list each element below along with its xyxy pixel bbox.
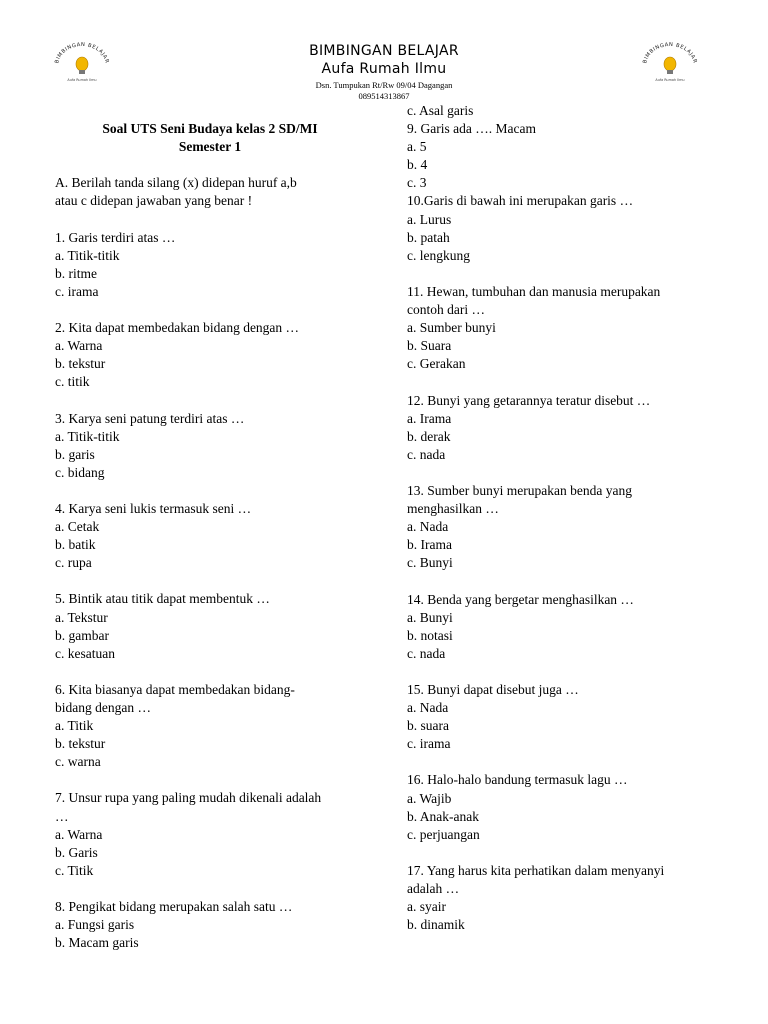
- answer-option[interactable]: b. garis: [55, 446, 95, 462]
- answer-option[interactable]: b. patah: [407, 229, 450, 245]
- question-text: 16. Halo-halo bandung termasuk lagu …: [407, 772, 628, 788]
- question-block: [407, 771, 717, 861]
- question-text: 3. Karya seni patung terdiri atas …: [55, 410, 245, 426]
- question-text: 15. Bunyi dapat disebut juga …: [407, 682, 579, 697]
- answer-option[interactable]: b. Macam garis: [55, 935, 139, 951]
- header-address: Dsn. Tumpukan Rt/Rw 09/04 Dagangan: [315, 80, 453, 90]
- question-block: [407, 862, 717, 934]
- question-text: contoh dari …: [407, 302, 485, 318]
- question-text: 8. Pengikat bidang merupakan salah satu …: [55, 899, 293, 915]
- question-text: 12. Bunyi yang getarannya teratur disebut …: [407, 392, 651, 408]
- question-text: 11. Hewan, tumbuhan dan manusia merupakan: [407, 283, 661, 299]
- question-text: 1. Garis terdiri atas …: [55, 229, 176, 245]
- logo-right-text: BIMBINGAN BELAJAR: [642, 41, 698, 65]
- answer-option[interactable]: a. Tekstur: [55, 609, 108, 625]
- right-column: [407, 102, 717, 934]
- answer-option[interactable]: a. Bunyi: [407, 609, 453, 625]
- answer-option[interactable]: b. tekstur: [55, 356, 106, 372]
- answer-option[interactable]: c. irama: [407, 736, 451, 752]
- answer-option[interactable]: a. Fungsi garis: [55, 917, 135, 933]
- answer-option[interactable]: c. Gerakan: [407, 356, 466, 372]
- answer-option[interactable]: a. Titik: [55, 718, 94, 734]
- answer-option[interactable]: a. 5: [407, 139, 427, 155]
- question-text: 13. Sumber bunyi merupakan benda yang: [407, 482, 632, 498]
- question-text: adalah …: [407, 881, 460, 897]
- header-title: BIMBINGAN BELAJAR: [309, 43, 459, 59]
- question-block: [55, 789, 365, 898]
- question-block: [407, 120, 717, 192]
- answer-option[interactable]: c. titik: [55, 374, 90, 390]
- question-text: 14. Benda yang bergetar menghasilkan …: [407, 591, 634, 607]
- question-block: [55, 590, 365, 680]
- question-block: [407, 283, 717, 392]
- answer-option[interactable]: c. nada: [407, 446, 446, 462]
- question-block: [55, 229, 365, 319]
- question-block: [407, 392, 717, 482]
- answer-option[interactable]: c. bidang: [55, 464, 105, 480]
- answer-option[interactable]: a. Nada: [407, 700, 449, 716]
- answer-option[interactable]: a. Warna: [55, 338, 103, 354]
- answer-option[interactable]: c. rupa: [55, 555, 92, 571]
- answer-option[interactable]: b. gambar: [55, 627, 109, 643]
- answer-option[interactable]: b. ritme: [55, 265, 97, 281]
- answer-option[interactable]: b. suara: [407, 718, 449, 734]
- answer-option[interactable]: c. perjuangan: [407, 826, 480, 842]
- question-text: 10.Garis di bawah ini merupakan garis …: [407, 193, 634, 209]
- question-block: [55, 319, 365, 409]
- answer-option[interactable]: c. 3: [407, 175, 427, 191]
- document-title: Soal UTS Seni Budaya kelas 2 SD/MI: [102, 121, 318, 136]
- left-column: [55, 120, 365, 952]
- answer-option[interactable]: c. nada: [407, 645, 446, 661]
- question-block: [407, 102, 717, 120]
- answer-option[interactable]: b. derak: [407, 428, 451, 444]
- question-text: …: [55, 808, 69, 824]
- answer-option[interactable]: b. 4: [407, 157, 428, 173]
- answer-option[interactable]: c. lengkung: [407, 247, 470, 263]
- question-text: 2. Kita dapat membedakan bidang dengan …: [55, 320, 300, 336]
- answer-option[interactable]: c. Asal garis: [407, 103, 474, 118]
- logo-left-subtext: Aufa Rumah Ilmu: [67, 78, 97, 82]
- question-block: [55, 410, 365, 500]
- answer-option[interactable]: a. syair: [407, 899, 446, 915]
- question-text: 9. Garis ada …. Macam: [407, 121, 536, 137]
- question-text: 7. Unsur rupa yang paling mudah dikenali adalah: [55, 790, 322, 806]
- answer-option[interactable]: a. Irama: [407, 410, 452, 426]
- logo-left-text: BIMBINGAN BELAJAR: [54, 41, 110, 65]
- question-block: [55, 898, 365, 952]
- question-block: [407, 591, 717, 681]
- answer-option[interactable]: b. Garis: [55, 844, 98, 860]
- answer-option[interactable]: b. tekstur: [55, 736, 106, 752]
- instruction-line: atau c didepan jawaban yang benar !: [55, 193, 253, 209]
- answer-option[interactable]: c. kesatuan: [55, 645, 115, 661]
- answer-option[interactable]: b. Irama: [407, 537, 452, 553]
- document-semester: Semester 1: [178, 139, 242, 155]
- answer-option[interactable]: c. warna: [55, 754, 101, 770]
- left-question-list: [55, 229, 365, 953]
- question-block: [407, 482, 717, 591]
- instruction-line: A. Berilah tanda silang (x) didepan huruf a,b: [55, 175, 297, 191]
- question-block: [407, 192, 717, 282]
- question-text: 5. Bintik atau titik dapat membentuk …: [55, 591, 270, 607]
- right-question-list: [407, 102, 717, 934]
- answer-option[interactable]: a. Titik-titik: [55, 428, 120, 444]
- answer-option[interactable]: a. Nada: [407, 519, 449, 535]
- answer-option[interactable]: c. Bunyi: [407, 555, 453, 571]
- answer-option[interactable]: b. dinamik: [407, 917, 465, 933]
- question-text: 4. Karya seni lukis termasuk seni …: [55, 500, 252, 516]
- question-block: [55, 681, 365, 790]
- answer-option[interactable]: c. Titik: [55, 862, 94, 878]
- answer-option[interactable]: a. Titik-titik: [55, 247, 120, 263]
- answer-option[interactable]: a. Cetak: [55, 519, 100, 535]
- question-block: [55, 500, 365, 590]
- question-text: bidang dengan …: [55, 700, 151, 715]
- answer-option[interactable]: b. notasi: [407, 627, 453, 643]
- answer-option[interactable]: a. Sumber bunyi: [407, 320, 496, 336]
- answer-option[interactable]: b. batik: [55, 537, 96, 553]
- answer-option[interactable]: b. Suara: [407, 338, 452, 354]
- question-text: menghasilkan …: [407, 501, 499, 517]
- question-text: 6. Kita biasanya dapat membedakan bidang-: [55, 681, 295, 697]
- header-phone: 089514313867: [358, 91, 410, 101]
- header-subtitle: Aufa Rumah Ilmu: [321, 61, 447, 77]
- answer-option[interactable]: a. Warna: [55, 826, 103, 842]
- logo-right-subtext: Aufa Rumah Ilmu: [655, 78, 685, 82]
- answer-option[interactable]: b. Anak-anak: [407, 808, 479, 824]
- answer-option[interactable]: c. irama: [55, 283, 99, 299]
- question-text: 17. Yang harus kita perhatikan dalam menyanyi: [407, 862, 665, 878]
- answer-option[interactable]: a. Lurus: [407, 211, 452, 227]
- question-block: [407, 681, 717, 771]
- answer-option[interactable]: a. Wajib: [407, 790, 452, 806]
